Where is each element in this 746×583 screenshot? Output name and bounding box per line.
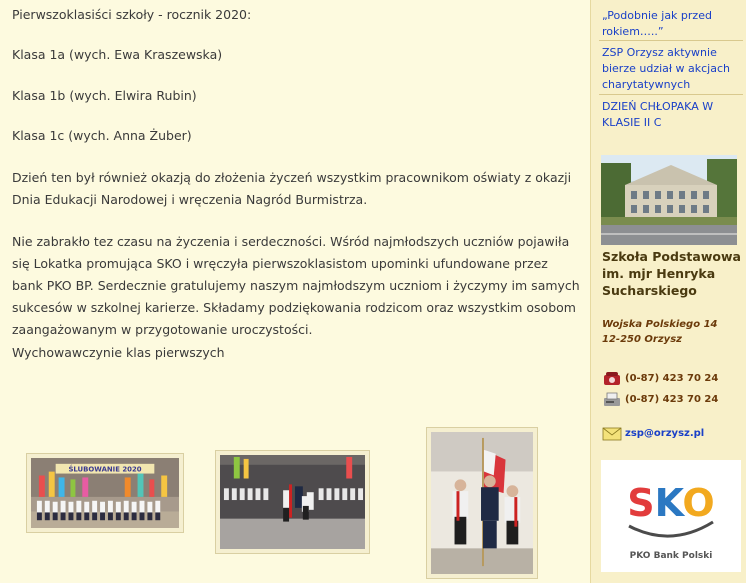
sidebar-news-link-1[interactable]: „Podobnie jak przed rokiem…..” <box>602 9 712 38</box>
school-address-city: 12-250 Orzysz <box>602 334 682 345</box>
sko-logo-text: SKO <box>627 481 715 525</box>
article-paragraph-wishes: Dzień ten był również okazją do złożenia życzeń wszystkim pracownikom oświaty z okazji Dnia Edukacji Narodowej i wręczenia Nagród Burmistrza. <box>12 170 572 207</box>
photo-2-image <box>220 455 365 549</box>
sidebar <box>590 0 746 583</box>
mail-envelope-icon <box>602 426 622 442</box>
phone-icon <box>602 371 622 387</box>
gallery-photo-3[interactable] <box>426 427 538 579</box>
pko-bank-text: PKO Bank Polski <box>629 551 713 561</box>
photo-3-image <box>431 432 533 574</box>
sidebar-news-link-3[interactable]: DZIEŃ CHŁOPAKA W KLASIE II C <box>602 100 714 129</box>
article-paragraph-class-1b: Klasa 1b (wych. Elwira Rubin) <box>12 88 197 103</box>
sko-logo-banner[interactable] <box>601 460 741 572</box>
fax-contact <box>602 392 718 408</box>
photo-1-image <box>31 458 179 528</box>
school-building-photo <box>601 155 737 245</box>
gallery-photo-1[interactable] <box>26 453 184 533</box>
phone-contact <box>602 371 718 387</box>
sidebar-divider <box>599 94 743 95</box>
fax-number: (0-87) 423 70 24 <box>625 394 719 405</box>
sidebar-divider <box>599 40 743 41</box>
email-link[interactable]: zsp@orzysz.pl <box>625 428 705 439</box>
fax-icon <box>602 392 622 408</box>
sidebar-news-link-2[interactable]: ZSP Orzysz aktywnie bierze udział w akcjach charytatywnych <box>602 46 730 91</box>
article-paragraph-intro: Pierwszoklasiści szkoły - rocznik 2020: <box>12 7 252 22</box>
article-paragraph-class-1a: Klasa 1a (wych. Ewa Kraszewska) <box>12 47 223 62</box>
article-paragraph-class-1c: Klasa 1c (wych. Anna Żuber) <box>12 128 192 143</box>
article-signature: Wychowawczynie klas pierwszych <box>12 345 225 360</box>
gallery-photo-2[interactable] <box>215 450 370 554</box>
photo-1-banner-text: ŚLUBOWANIE 2020 <box>68 465 142 474</box>
phone-number: (0-87) 423 70 24 <box>625 373 719 384</box>
school-name: Szkoła Podstawowa im. mjr Henryka Sucharskiego <box>602 249 741 298</box>
email-contact[interactable] <box>602 426 704 442</box>
article-paragraph-sko: Nie zabrakło tez czasu na życzenia i serdeczności. Wśród najmłodszych uczniów pojawiła się Lokatka promująca SKO i wręczyła pierwszoklasistom upominki ufundowane przez bank PKO BP. Serdecznie gratulujemy naszym najmłodszym uczniom i życzymy im samych sukcesów w szkolnej karierze. Składamy podziękowania rodzicom oraz wszystkim osobom zaangażowanym w przygotowanie uroczystości. <box>12 234 580 337</box>
school-address-street: Wojska Polskiego 14 <box>602 319 718 330</box>
